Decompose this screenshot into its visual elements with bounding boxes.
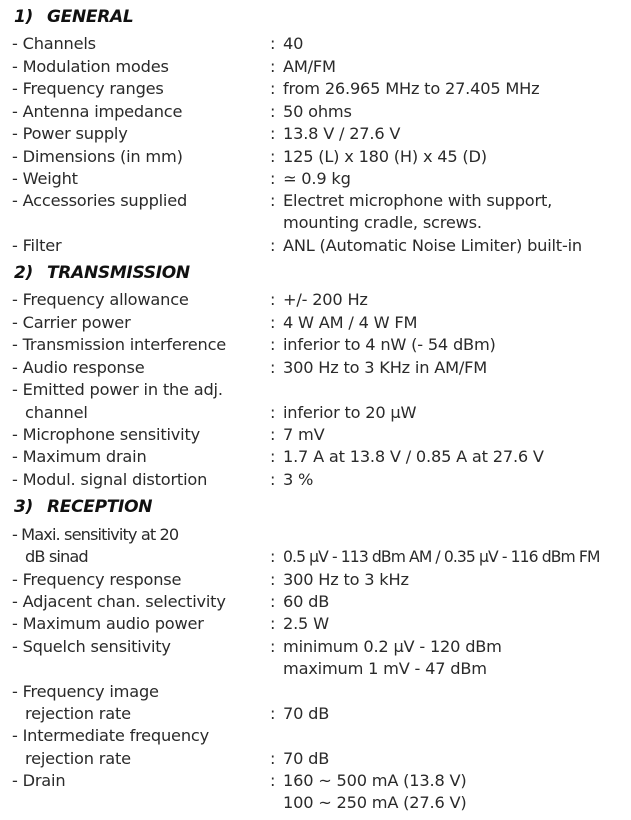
separator: : [270, 102, 276, 121]
spec-value: 2.5 W [283, 614, 329, 633]
spec-value: from 26.965 MHz to 27.405 MHz [283, 79, 540, 98]
spec-value: 160 ~ 500 mA (13.8 V) [283, 771, 467, 790]
separator: : [270, 470, 276, 489]
spec-label: - Filter [12, 236, 62, 255]
spec-label: - Microphone sensitivity [12, 425, 200, 444]
spec-label: - Maxi. sensitivity at 20 [12, 525, 179, 544]
spec-label: - Accessories supplied [12, 191, 188, 210]
spec-value: 70 dB [283, 704, 330, 723]
spec-value: +/- 200 Hz [283, 290, 368, 309]
section-number: 1) [14, 7, 33, 27]
spec-label: - Emitted power in the adj. [12, 380, 223, 399]
spec-label: - Channels [12, 34, 96, 53]
spec-value: 300 Hz to 3 KHz in AM/FM [283, 358, 488, 377]
spec-value: inferior to 4 nW (- 54 dBm) [283, 335, 496, 354]
spec-value: ANL (Automatic Noise Limiter) built-in [283, 236, 582, 255]
separator: : [270, 191, 276, 210]
spec-label: - Frequency image [12, 682, 159, 701]
separator: : [270, 57, 276, 76]
spec-value: ≃ 0.9 kg [283, 169, 351, 188]
separator: : [270, 313, 276, 332]
separator: : [270, 335, 276, 354]
section-title: TRANSMISSION [47, 263, 190, 283]
spec-label: - Adjacent chan. selectivity [12, 592, 226, 611]
spec-value: 1.7 A at 13.8 V / 0.85 A at 27.6 V [283, 447, 544, 466]
spec-label: rejection rate [25, 749, 131, 768]
separator: : [270, 771, 276, 790]
spec-value: 100 ~ 250 mA (27.6 V) [283, 793, 467, 812]
separator: : [270, 147, 276, 166]
spec-label: rejection rate [25, 704, 131, 723]
spec-label: - Audio response [12, 358, 145, 377]
spec-value: 300 Hz to 3 kHz [283, 570, 409, 589]
spec-value: minimum 0.2 µV - 120 dBm [283, 637, 502, 656]
spec-value: mounting cradle, screws. [283, 213, 482, 232]
spec-label: - Dimensions (in mm) [12, 147, 183, 166]
spec-value: 0.5 µV - 113 dBm AM / 0.35 µV - 116 dBm FM [283, 548, 600, 566]
spec-label: - Power supply [12, 124, 128, 143]
section-heading-transmission [14, 263, 190, 283]
spec-value: maximum 1 mV - 47 dBm [283, 659, 487, 678]
spec-value: Electret microphone with support, [283, 191, 553, 210]
spec-value: 70 dB [283, 749, 330, 768]
spec-value: 125 (L) x 180 (H) x 45 (D) [283, 147, 487, 166]
separator: : [270, 79, 276, 98]
section-title: GENERAL [47, 7, 134, 27]
spec-label: - Frequency ranges [12, 79, 164, 98]
spec-label: - Squelch sensitivity [12, 637, 171, 656]
spec-value: 4 W AM / 4 W FM [283, 313, 418, 332]
separator: : [270, 704, 276, 723]
separator: : [270, 34, 276, 53]
section-heading-general [14, 7, 133, 27]
separator: : [270, 547, 276, 566]
spec-label: - Modulation modes [12, 57, 169, 76]
separator: : [270, 124, 276, 143]
spec-value: 40 [283, 34, 304, 53]
separator: : [270, 637, 276, 656]
separator: : [270, 447, 276, 466]
separator: : [270, 425, 276, 444]
spec-value: AM/FM [283, 57, 336, 76]
separator: : [270, 592, 276, 611]
spec-value: 13.8 V / 27.6 V [283, 124, 401, 143]
spec-value: 3 % [283, 470, 314, 489]
spec-label: - Maximum audio power [12, 614, 204, 633]
separator: : [270, 358, 276, 377]
spec-label: - Intermediate frequency [12, 726, 209, 745]
spec-label: channel [25, 403, 88, 422]
spec-label: - Modul. signal distortion [12, 470, 208, 489]
spec-value: 50 ohms [283, 102, 352, 121]
section-heading-reception [14, 497, 152, 517]
spec-label: - Carrier power [12, 313, 131, 332]
spec-label: - Frequency response [12, 570, 182, 589]
separator: : [270, 236, 276, 255]
spec-label: - Transmission interference [12, 335, 227, 354]
separator: : [270, 570, 276, 589]
spec-label: - Maximum drain [12, 447, 147, 466]
separator: : [270, 290, 276, 309]
spec-value: 7 mV [283, 425, 325, 444]
section-number: 2) [14, 263, 33, 283]
separator: : [270, 749, 276, 768]
spec-value: inferior to 20 µW [283, 403, 417, 422]
section-number: 3) [14, 497, 33, 517]
section-title: RECEPTION [47, 497, 153, 517]
spec-value: 60 dB [283, 592, 330, 611]
spec-label: - Antenna impedance [12, 102, 183, 121]
separator: : [270, 169, 276, 188]
spec-label: - Frequency allowance [12, 290, 189, 309]
spec-label: - Weight [12, 169, 78, 188]
spec-label: - Drain [12, 771, 66, 790]
separator: : [270, 614, 276, 633]
separator: : [270, 403, 276, 422]
spec-label: dB sinad [25, 547, 88, 566]
